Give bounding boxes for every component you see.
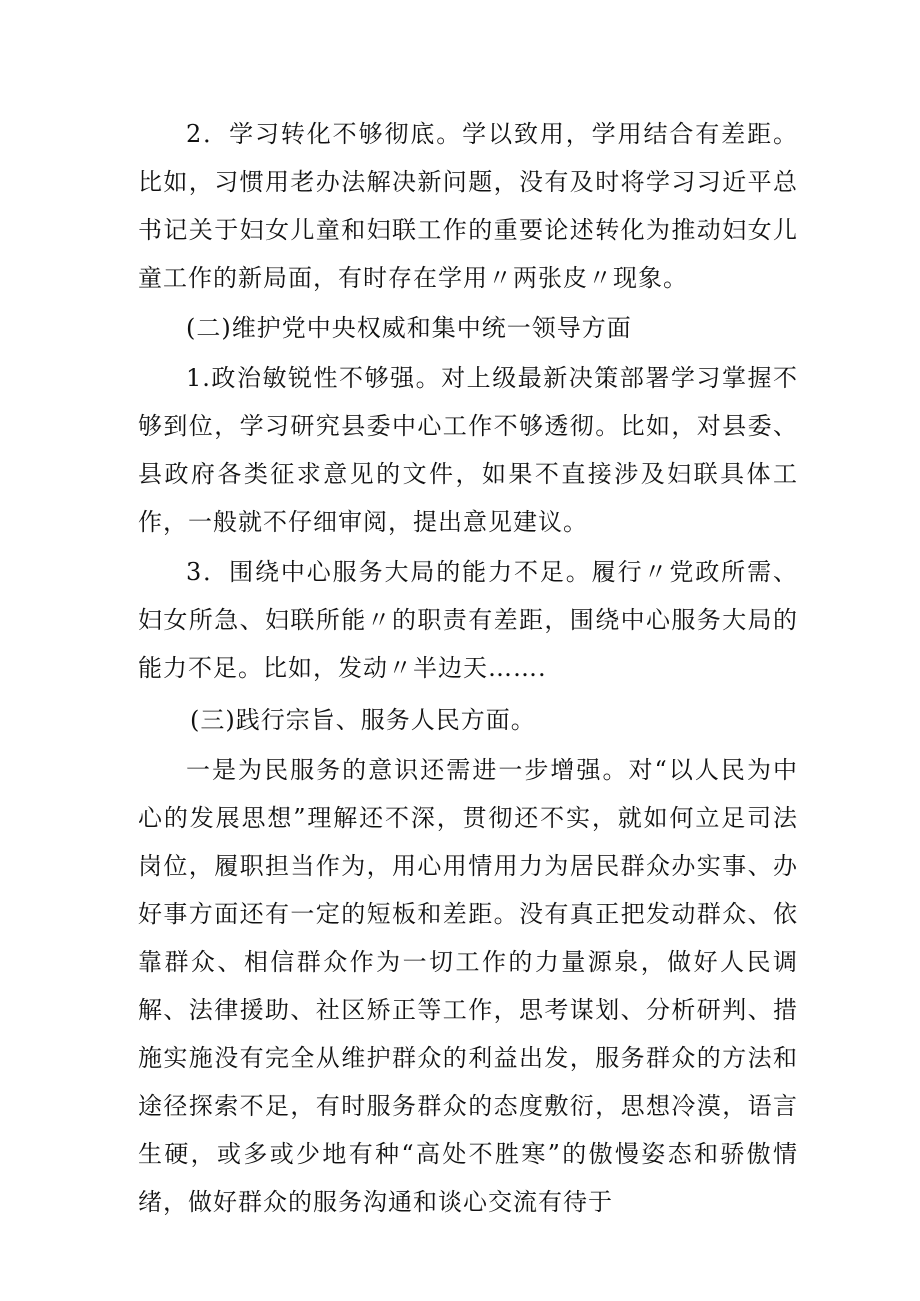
paragraph-study-transformation: 2．学习转化不够彻底。学以致用，学用结合有差距。比如，习惯用老办法解决新问题，没有及时将学习习近平总书记关于妇女儿童和妇联工作的重要论述转化为推动妇女儿童工作的新局面，有时存在学用〃两张皮〃现象。 — [138, 120, 798, 292]
paragraph-political-sensitivity: 1.政治敏锐性不够强。对上级最新决策部署学习掌握不够到位，学习研究县委中心工作不够透彻。比如，对县委、县政府各类征求意见的文件，如果不直接涉及妇联具体工作，一般就不仔细审阅，提出意见建议。 — [138, 364, 798, 536]
document-body — [138, 110, 798, 1228]
section-heading-3: (三)践行宗旨、服务人民方面。 — [190, 706, 536, 734]
section-heading-2: (二)维护党中央权威和集中统一领导方面 — [186, 314, 632, 342]
paragraph-serve-people: 一是为民服务的意识还需进一步增强。对“以人民为中心的发展思想”理解还不深，贯彻还不实，就如何立足司法岗位，履职担当作为，用心用情用力为居民群众办实事、办好事方面还有一定的短板和差距。没有真正把发动群众、依靠群众、相信群众作为一切工作的力量源泉，做好人民调解、法律援助、社区矫正等工作，思考谋划、分析研判、措施实施没有完全从维护群众的利益出发，服务群众的方法和途径探索不足，有时服务群众的态度敷衍，思想冷漠，语言生硬，或多或少地有种“高处不胜寒”的傲慢姿态和骄傲情绪，做好群众的服务沟通和谈心交流有待于 — [138, 756, 798, 1216]
paragraph-serve-overall-situation: 3．围绕中心服务大局的能力不足。履行〃党政所需、妇女所急、妇联所能〃的职责有差距，围绕中心服务大局的能力不足。比如，发动〃半边天……. — [138, 558, 798, 682]
